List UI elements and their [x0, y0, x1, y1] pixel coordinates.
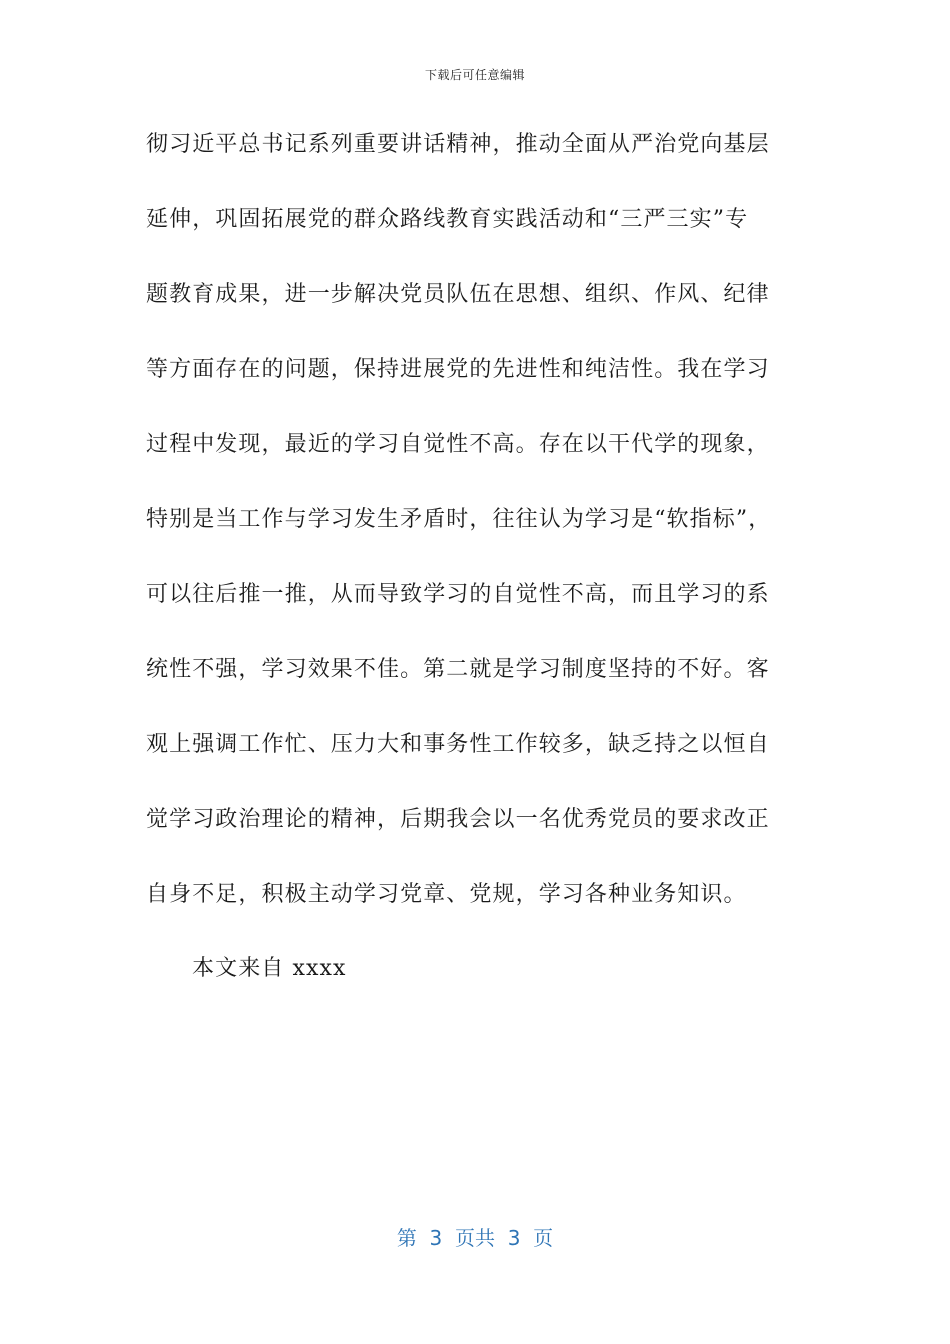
body-line: 特别是当工作与学习发生矛盾时，往往认为学习是“软指标”，	[146, 507, 772, 532]
page-number-footer: 第 3 页共 3 页	[396, 1226, 554, 1250]
body-line: 彻习近平总书记系列重要讲话精神，推动全面从严治党向基层	[146, 132, 770, 157]
document-body	[146, 122, 806, 947]
body-line: 过程中发现，最近的学习自觉性不高。存在以干代学的现象，	[146, 432, 770, 457]
body-line: 等方面存在的问题，保持进展党的先进性和纯洁性。我在学习	[146, 357, 770, 382]
page-header: 下载后可任意编辑	[424, 68, 525, 82]
body-line: 统性不强，学习效果不佳。第二就是学习制度坚持的不好。客	[146, 657, 770, 682]
body-line: 观上强调工作忙、压力大和事务性工作较多，缺乏持之以恒自	[146, 732, 770, 757]
body-line: 自身不足，积极主动学习党章、党规，学习各种业务知识。	[146, 882, 747, 907]
body-line: 题教育成果，进一步解决党员队伍在思想、组织、作风、纪律	[146, 282, 770, 307]
body-line: 延伸，巩固拓展党的群众路线教育实践活动和“三严三实”专	[146, 207, 749, 232]
body-line: 可以往后推一推，从而导致学习的自觉性不高，而且学习的系	[146, 582, 770, 607]
body-line: 觉学习政治理论的精神，后期我会以一名优秀党员的要求改正	[146, 807, 770, 832]
source-note: 本文来自 xxxx	[192, 956, 347, 981]
